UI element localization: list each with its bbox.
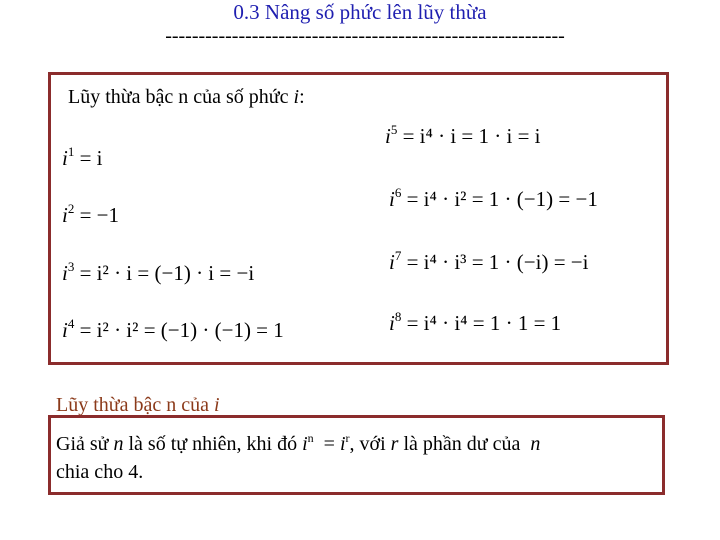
- equation-i7: $i^7 = i^4 \cdot i^3 = 1 \cdot (-i) = -i$: [389, 248, 589, 274]
- title-separator: ------------------------------------------------------------: [165, 25, 565, 47]
- equation-i4: $i^4 = i^2 \cdot i^2 = (-1) \cdot (-1) = 1$: [62, 316, 284, 342]
- rule-heading: Lũy thừa bậc n của i: [56, 394, 220, 416]
- rule-text: Giả sử n là số tự nhiên, khi đó $i^n = i^r$, với r là phần dư của n chia cho 4.: [56, 431, 541, 483]
- equation-i6: $i^6 = i^4 \cdot i^2 = 1 \cdot (-1) = -1$: [389, 185, 598, 211]
- powers-intro: [68, 86, 305, 109]
- intro-var: i: [293, 86, 300, 108]
- equation-i8: $i^8 = i^4 \cdot i^4 = 1 \cdot 1 = 1$: [389, 309, 562, 335]
- equation-i5: $i^5 = i^4 \cdot i = 1 \cdot i = i$: [385, 122, 541, 148]
- intro-text: Lũy thừa bậc n của số phức: [68, 86, 294, 108]
- equation-i3: $i^3 = i^2 \cdot i = (-1) \cdot i = -i$: [62, 259, 255, 285]
- equation-i1: $i^1 = i$: [62, 144, 103, 170]
- page-title: 0.3 Nâng số phức lên lũy thừa: [233, 0, 487, 24]
- equation-i2: $i^2 = -1$: [62, 201, 120, 227]
- intro-colon: :: [299, 86, 305, 108]
